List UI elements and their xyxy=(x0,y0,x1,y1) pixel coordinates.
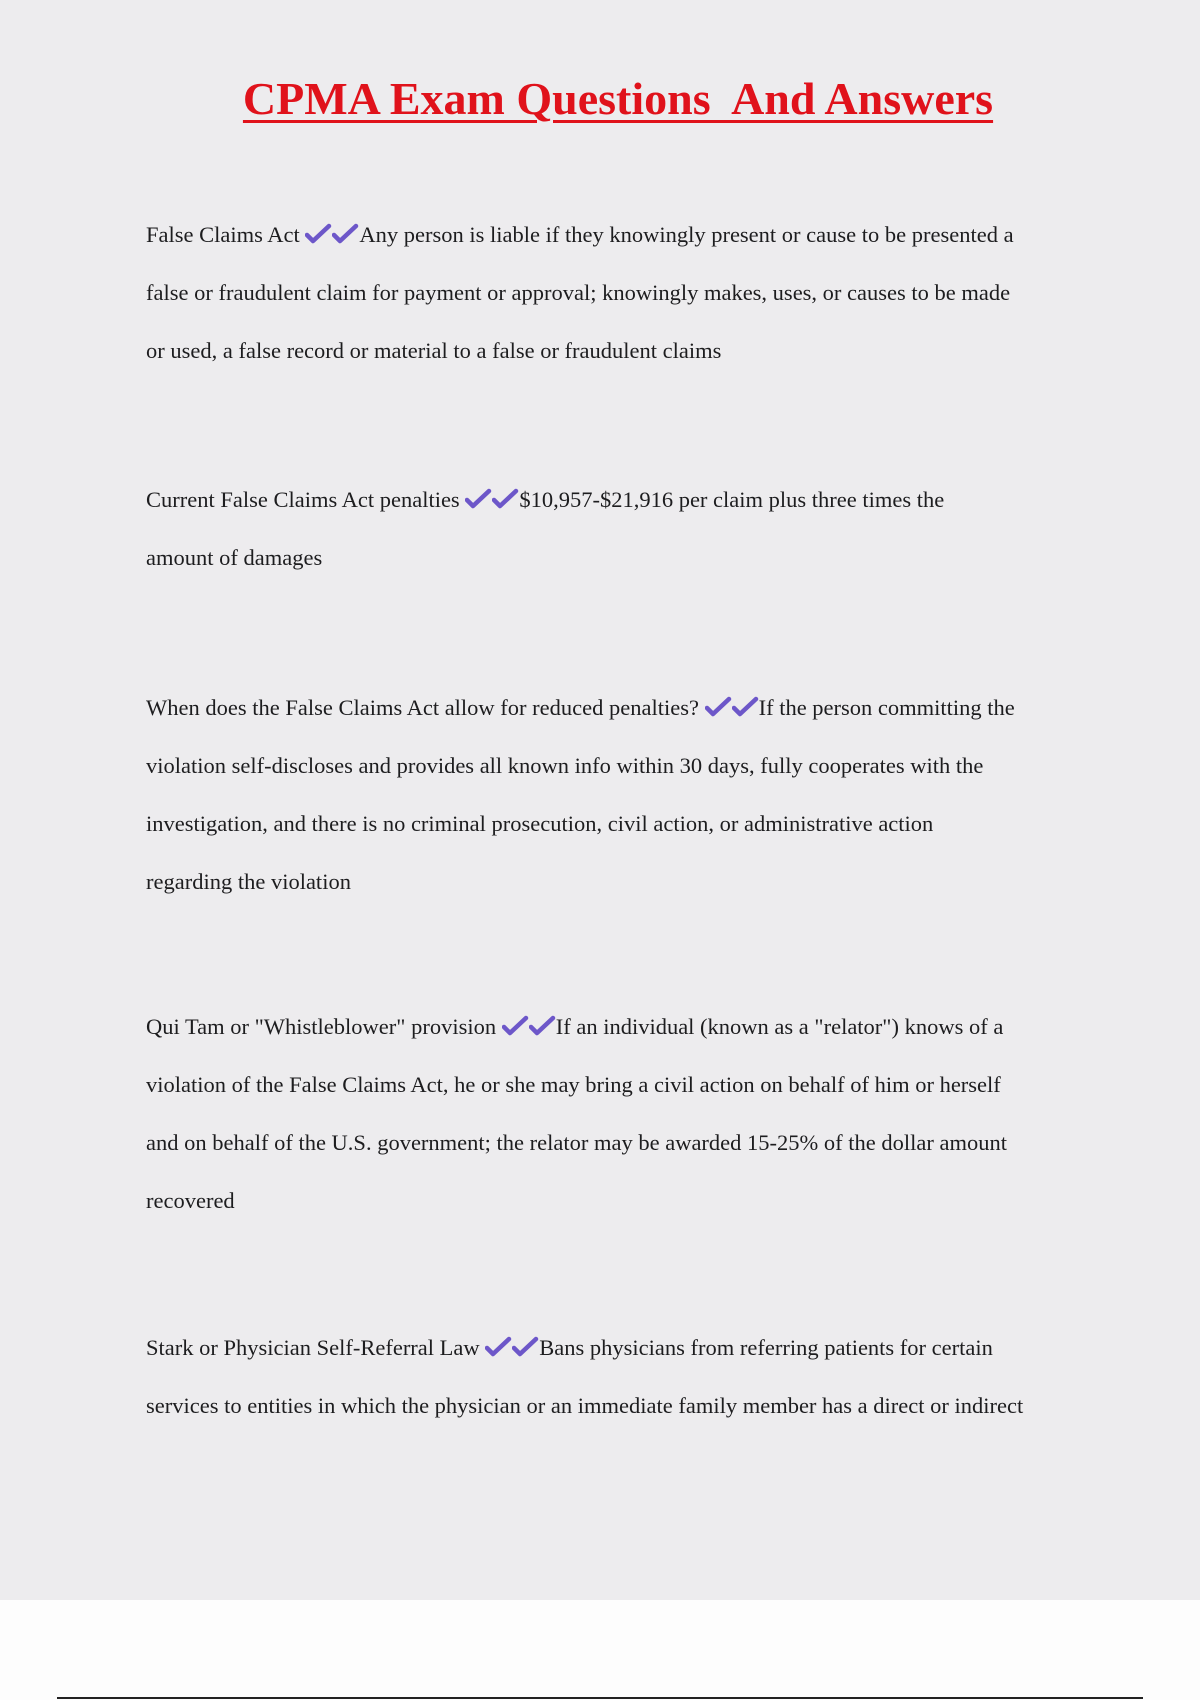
double-checkmark-icon xyxy=(705,696,732,718)
qa-line xyxy=(146,679,1096,737)
qa-line: violation of the False Claims Act, he or she may bring a civil action on behalf of him or herself xyxy=(146,1072,1001,1097)
answer-text: Bans physicians from referring patients for certain xyxy=(539,1335,993,1360)
qa-line: or used, a false record or material to a false or fraudulent claims xyxy=(146,338,722,363)
qa-line: false or fraudulent claim for payment or approval; knowingly makes, uses, or causes to be made xyxy=(146,280,1011,305)
qa-item xyxy=(146,206,1096,380)
qa-line xyxy=(146,206,1096,264)
double-checkmark-icon xyxy=(332,223,359,245)
footer-divider xyxy=(57,1697,1143,1699)
qa-item xyxy=(146,679,1096,911)
document-title: CPMA Exam Questions And Answers xyxy=(242,73,994,124)
double-checkmark-icon xyxy=(305,223,332,245)
double-checkmark-icon xyxy=(465,488,492,510)
qa-item xyxy=(146,471,1096,587)
question-text: Qui Tam or "Whistleblower" provision xyxy=(146,1014,502,1039)
qa-line xyxy=(146,471,1096,529)
qa-line: regarding the violation xyxy=(146,869,351,894)
qa-item xyxy=(146,1319,1096,1435)
double-checkmark-icon xyxy=(485,1336,512,1358)
answer-text: If the person committing the xyxy=(758,695,1015,720)
qa-line xyxy=(146,1319,1096,1377)
qa-line: recovered xyxy=(146,1188,235,1213)
question-text: When does the False Claims Act allow for reduced penalties? xyxy=(146,695,705,720)
qa-line: amount of damages xyxy=(146,545,323,570)
double-checkmark-icon xyxy=(732,696,759,718)
qa-item xyxy=(146,998,1096,1230)
qa-line: and on behalf of the U.S. government; the relator may be awarded 15-25% of the dollar amount xyxy=(146,1130,1007,1155)
answer-text: If an individual (known as a "relator") knows of a xyxy=(555,1014,1004,1039)
double-checkmark-icon xyxy=(529,1015,556,1037)
answer-text: Any person is liable if they knowingly present or cause to be presented a xyxy=(359,222,1014,247)
question-text: Current False Claims Act penalties xyxy=(146,487,466,512)
qa-line: services to entities in which the physician or an immediate family member has a direct or indirect xyxy=(146,1393,1024,1418)
double-checkmark-icon xyxy=(492,488,519,510)
qa-line xyxy=(146,998,1096,1056)
question-text: Stark or Physician Self-Referral Law xyxy=(146,1335,486,1360)
double-checkmark-icon xyxy=(502,1015,529,1037)
double-checkmark-icon xyxy=(512,1336,539,1358)
qa-line: violation self-discloses and provides all known info within 30 days, fully cooperates with the xyxy=(146,753,984,778)
question-text: False Claims Act xyxy=(146,222,306,247)
qa-line: investigation, and there is no criminal prosecution, civil action, or administrative action xyxy=(146,811,934,836)
answer-text: $10,957-$21,916 per claim plus three times the xyxy=(519,487,945,512)
